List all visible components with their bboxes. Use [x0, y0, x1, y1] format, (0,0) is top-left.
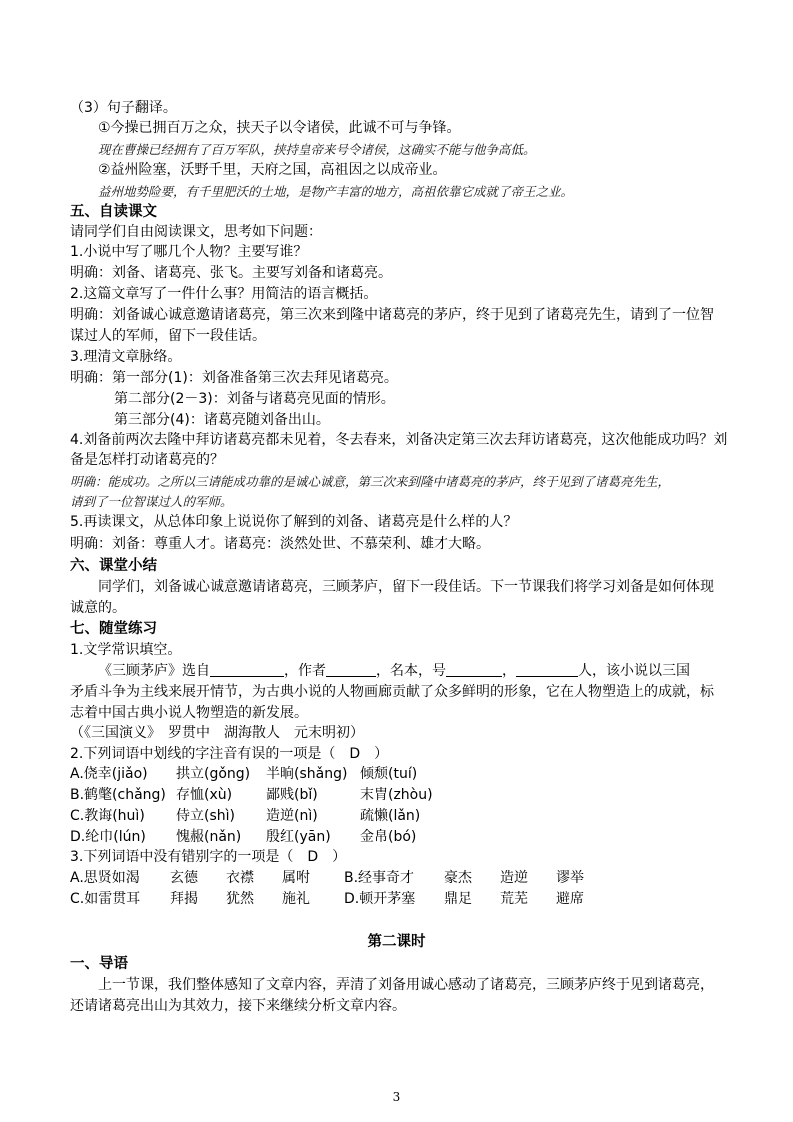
option-row — [70, 785, 433, 805]
blank-source[interactable] — [210, 662, 284, 677]
intro-line-2: 还请诸葛亮出山为其效力，接下来继续分析文章内容。 — [70, 998, 406, 1014]
question-4-line-2: 备是怎样打动诸葛亮的？ — [70, 452, 224, 468]
option-cell: 谬举 — [556, 870, 584, 886]
option-cell: 愧赧(nǎn) — [176, 829, 242, 845]
page-number: 3 — [392, 1090, 401, 1104]
option-cell: B.经事奇才 — [344, 870, 415, 886]
option-cell: 造逆 — [500, 870, 528, 886]
option-cell: 施礼 — [282, 891, 310, 907]
option-cell: D.纶巾(lún) — [70, 829, 146, 845]
fill-text: ， — [502, 663, 516, 679]
option-cell: 鄙贱(bǐ) — [266, 787, 318, 803]
option-cell: C.教诲(huì) — [70, 808, 145, 824]
answer-3-part-2: 第二部分(2－3)：刘备与诸葛亮见面的情形。 — [114, 391, 395, 407]
option-cell: 造逆(nì) — [266, 808, 318, 824]
sentence-2: ②益州险塞，沃野千里，天府之国，高祖因之以成帝业。 — [98, 162, 447, 178]
blank-author[interactable] — [326, 662, 376, 677]
section-heading-6: 六、课堂小结 — [70, 558, 157, 574]
option-cell: 豪杰 — [444, 870, 472, 886]
answer-4-line-1: 明确：能成功。之所以三请能成功靠的是诚心诚意，第三次来到隆中诸葛亮的茅庐，终于见到了诸葛亮先生， — [70, 474, 671, 489]
question-4-line-1: 4.刘备前两次去隆中拜访诸葛亮都未见着，冬去春来，刘备决定第三次去拜访诸葛亮，这次他能成功吗？刘 — [70, 432, 728, 448]
option-cell: 属咐 — [282, 870, 310, 886]
lesson-2-title: 第二课时 — [367, 934, 426, 950]
option-cell: A.侥幸(jiǎo) — [70, 766, 148, 782]
exercise-2-title: 2.下列词语中划线的字注音有误的一项是（ D ） — [70, 746, 389, 762]
option-cell: 玄德 — [170, 870, 198, 886]
intro-line-1: 上一节课，我们整体感知了文章内容，弄清了刘备用诚心感动了诸葛亮，三顾茅庐终于见到诸葛亮， — [98, 977, 714, 993]
translation-2: 益州地势险要，有千里肥沃的土地，是物产丰富的地方，高祖依靠它成就了帝王之业。 — [98, 184, 574, 199]
option-cell: 荒芜 — [500, 891, 528, 907]
section-heading-5: 五、自读课文 — [70, 204, 157, 220]
paragraph-line: 志着中国古典小说人物塑造的新发展。 — [70, 705, 308, 721]
option-cell: 鼎足 — [444, 891, 472, 907]
option-cell: A.思贤如渴 — [70, 870, 140, 886]
answer-3-part-1: 明确：第一部分(1)：刘备准备第三次去拜见诸葛亮。 — [70, 370, 398, 386]
translation-1: 现在曹操已经拥有了百万军队，挟持皇帝来号令诸侯，这确实不能与他争高低。 — [98, 142, 536, 157]
option-cell: 拱立(gǒng) — [176, 766, 251, 782]
paragraph-line: 矛盾斗争为主线来展开情节，为古典小说的人物画廊贡献了众多鲜明的形象，它在人物塑造上的成就，标 — [70, 684, 714, 700]
option-cell: B.鹤氅(chǎng) — [70, 787, 166, 803]
option-cell: 疏懒(lǎn) — [360, 808, 421, 824]
answer-5: 明确：刘备：尊重人才。诸葛亮：淡然处世、不慕荣利、雄才大略。 — [70, 536, 490, 552]
question-5: 5.再读课文，从总体印象上说说你了解到的刘备、诸葛亮是什么样的人？ — [70, 514, 518, 530]
answer-1: 明确：刘备、诸葛亮、张飞。主要写刘备和诸葛亮。 — [70, 265, 392, 281]
section-heading-7: 七、随堂练习 — [70, 621, 157, 637]
option-row — [70, 764, 417, 784]
option-cell: 倾颓(tuí) — [360, 766, 418, 782]
answer-3-part-3: 第三部分(4)：诸葛亮随刘备出山。 — [114, 412, 330, 428]
option-cell: 犹然 — [226, 891, 254, 907]
sentence-1: ①今操已拥百万之众，挟天子以令诸侯，此诚不可与争锋。 — [98, 120, 461, 136]
blank-alias[interactable] — [446, 662, 502, 677]
answer-2-line-1: 明确：刘备诚心诚意邀请诸葛亮，第三次来到隆中诸葛亮的茅庐，终于见到了诸葛亮先生，请到了一位智 — [70, 307, 714, 323]
option-row — [70, 889, 584, 909]
option-cell: 侍立(shì) — [176, 808, 235, 824]
question-3: 3.理清文章脉络。 — [70, 349, 182, 365]
paragraph-line: 请同学们自由阅读课文，思考如下问题： — [70, 224, 322, 240]
exercise-3-title: 3.下列词语中没有错别字的一项是（ D ） — [70, 849, 347, 865]
translation-heading: （3）句子翻译。 — [70, 100, 177, 116]
fill-text: 《三顾茅庐》选自 — [98, 663, 210, 679]
option-cell: 殷红(yān) — [266, 829, 331, 845]
question-1: 1.小说中写了哪几个人物？主要写谁？ — [70, 244, 308, 260]
answer-4-line-2: 请到了一位智谋过人的军师。 — [70, 494, 233, 509]
fill-text: ，作者 — [284, 663, 326, 679]
fill-text: 人，该小说以三国 — [578, 663, 690, 679]
exercise-1-title: 1.文学常识填空。 — [70, 642, 182, 658]
option-cell: C.如雷贯耳 — [70, 891, 141, 907]
fill-answer: （《三国演义》 罗贯中 湖海散人 元末明初） — [70, 725, 364, 741]
summary-line-2: 诚意的。 — [70, 600, 126, 616]
option-row — [70, 868, 584, 888]
option-row — [70, 827, 416, 847]
option-cell: 半晌(shǎng) — [266, 766, 348, 782]
option-cell: D.顿开茅塞 — [344, 891, 416, 907]
answer-2-line-2: 谋过人的军师，留下一段佳话。 — [70, 328, 266, 344]
summary-line-1: 同学们，刘备诚心诚意邀请诸葛亮，三顾茅庐，留下一段佳话。下一节课我们将学习刘备是如何体现 — [98, 579, 714, 595]
fill-in-line — [98, 661, 690, 681]
option-cell: 衣襟 — [226, 870, 254, 886]
option-cell: 拜揭 — [170, 891, 198, 907]
blank-era[interactable] — [516, 662, 578, 677]
section-heading-1: 一、导语 — [70, 956, 128, 972]
option-cell: 避席 — [556, 891, 584, 907]
question-2: 2.这篇文章写了一件什么事？用简洁的语言概括。 — [70, 286, 378, 302]
fill-text: ，名本，号 — [376, 663, 446, 679]
option-cell: 存恤(xù) — [176, 787, 233, 803]
option-cell: 金帛(bó) — [360, 829, 417, 845]
option-row — [70, 806, 420, 826]
option-cell: 末胄(zhòu) — [360, 787, 433, 803]
